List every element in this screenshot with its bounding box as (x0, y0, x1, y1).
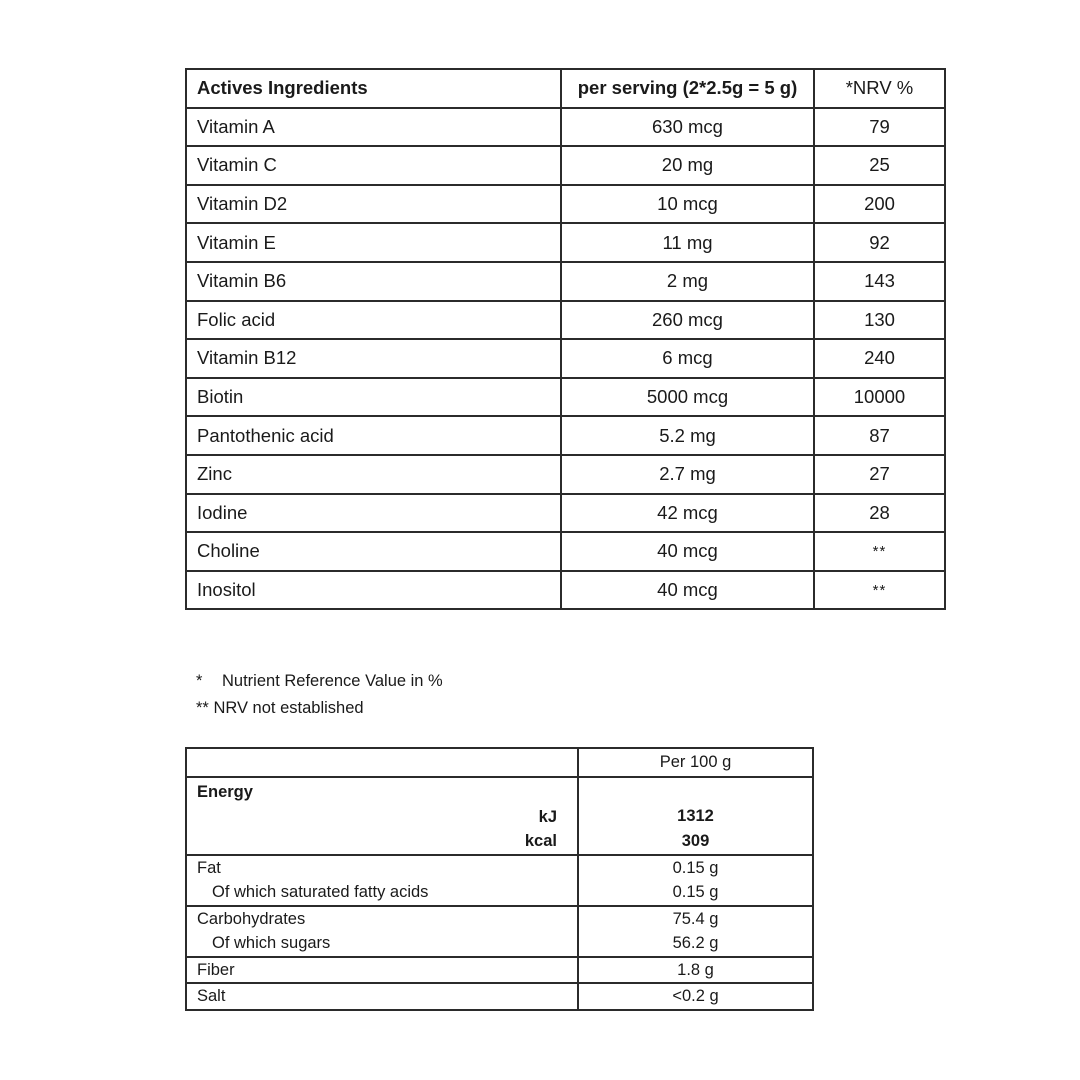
ingredient-amount: 40 mcg (561, 571, 814, 610)
fiber-label: Fiber (186, 957, 578, 984)
table-row (186, 108, 945, 147)
ingredient-amount: 5000 mcg (561, 378, 814, 417)
ingredient-amount: 630 mcg (561, 108, 814, 147)
energy-kcal-value: 309 (681, 831, 710, 850)
carbs-label-cell (186, 906, 578, 957)
carbs-sub-value: 56.2 g (672, 934, 719, 952)
ingredient-nrv: 87 (814, 416, 945, 455)
energy-label-cell (186, 777, 578, 855)
ingredient-amount: 40 mcg (561, 532, 814, 571)
footnote-nrv-definition (196, 672, 443, 691)
nutrition-table (185, 747, 814, 1011)
table-row (186, 339, 945, 378)
fat-label: Fat (197, 858, 221, 877)
energy-kcal-unit: kcal (524, 832, 557, 850)
ingredient-amount: 42 mcg (561, 494, 814, 533)
ingredient-name: Choline (186, 532, 561, 571)
ingredient-nrv: 143 (814, 262, 945, 301)
ingredient-name: Vitamin A (186, 108, 561, 147)
ingredient-amount: 2.7 mg (561, 455, 814, 494)
ingredient-amount: 2 mg (561, 262, 814, 301)
table-row (186, 223, 945, 262)
carbs-label: Carbohydrates (197, 909, 306, 928)
ingredient-nrv: ** (814, 532, 945, 571)
table-row (186, 494, 945, 533)
table-row (186, 378, 945, 417)
ingredient-name: Iodine (186, 494, 561, 533)
footnote-mark: ** (196, 699, 209, 717)
energy-kj-value: 1312 (677, 807, 714, 825)
table-header-row (186, 69, 945, 108)
table-row (186, 146, 945, 185)
ingredient-name: Biotin (186, 378, 561, 417)
ingredient-nrv: 130 (814, 301, 945, 340)
ingredient-name: Vitamin E (186, 223, 561, 262)
ingredient-amount: 11 mg (561, 223, 814, 262)
table-row (186, 455, 945, 494)
ingredient-nrv: ** (814, 571, 945, 610)
ingredient-nrv: 240 (814, 339, 945, 378)
header-per-100g: Per 100 g (578, 748, 813, 777)
ingredient-amount: 6 mcg (561, 339, 814, 378)
ingredient-nrv: 27 (814, 455, 945, 494)
salt-row (186, 983, 813, 1010)
header-per-serving: per serving (2*2.5g = 5 g) (561, 69, 814, 108)
ingredient-amount: 260 mcg (561, 301, 814, 340)
ingredient-nrv: 79 (814, 108, 945, 147)
footnote-text: NRV not established (213, 699, 364, 717)
table-row (186, 185, 945, 224)
fiber-row (186, 957, 813, 984)
carbohydrates-row (186, 906, 813, 957)
carbs-values-cell (578, 906, 813, 957)
fat-sub-label: Of which saturated fatty acids (212, 883, 429, 901)
ingredient-name: Vitamin B12 (186, 339, 561, 378)
energy-row (186, 777, 813, 855)
empty-header-cell (186, 748, 578, 777)
ingredient-name: Vitamin B6 (186, 262, 561, 301)
nutrition-header-row (186, 748, 813, 777)
header-nrv: *NRV % (814, 69, 945, 108)
ingredient-name: Folic acid (186, 301, 561, 340)
ingredient-name: Zinc (186, 455, 561, 494)
ingredient-nrv: 10000 (814, 378, 945, 417)
ingredient-name: Vitamin C (186, 146, 561, 185)
ingredient-amount: 10 mcg (561, 185, 814, 224)
footnote-text: Nutrient Reference Value in % (222, 672, 443, 690)
fiber-value: 1.8 g (578, 957, 813, 984)
salt-value: <0.2 g (578, 983, 813, 1010)
table-row (186, 301, 945, 340)
fat-row (186, 855, 813, 906)
table-row (186, 416, 945, 455)
energy-values-cell (578, 777, 813, 855)
table-row (186, 262, 945, 301)
footnote-mark: * (196, 672, 203, 690)
fat-sub-value: 0.15 g (672, 883, 719, 901)
ingredient-name: Vitamin D2 (186, 185, 561, 224)
table-row (186, 571, 945, 610)
fat-label-cell (186, 855, 578, 906)
ingredient-nrv: 28 (814, 494, 945, 533)
ingredient-nrv: 200 (814, 185, 945, 224)
table-row (186, 532, 945, 571)
carbs-sub-label: Of which sugars (212, 934, 331, 952)
fat-value: 0.15 g (672, 858, 719, 877)
salt-label: Salt (186, 983, 578, 1010)
ingredient-amount: 20 mg (561, 146, 814, 185)
ingredient-name: Inositol (186, 571, 561, 610)
footnote-nrv-not-established (196, 699, 364, 718)
ingredient-nrv: 92 (814, 223, 945, 262)
energy-label: Energy (197, 783, 253, 801)
ingredient-name: Pantothenic acid (186, 416, 561, 455)
active-ingredients-table (185, 68, 946, 610)
ingredient-nrv: 25 (814, 146, 945, 185)
energy-kj-unit: kJ (538, 807, 557, 826)
header-ingredient: Actives Ingredients (186, 69, 561, 108)
fat-values-cell (578, 855, 813, 906)
ingredient-amount: 5.2 mg (561, 416, 814, 455)
carbs-value: 75.4 g (672, 909, 719, 928)
